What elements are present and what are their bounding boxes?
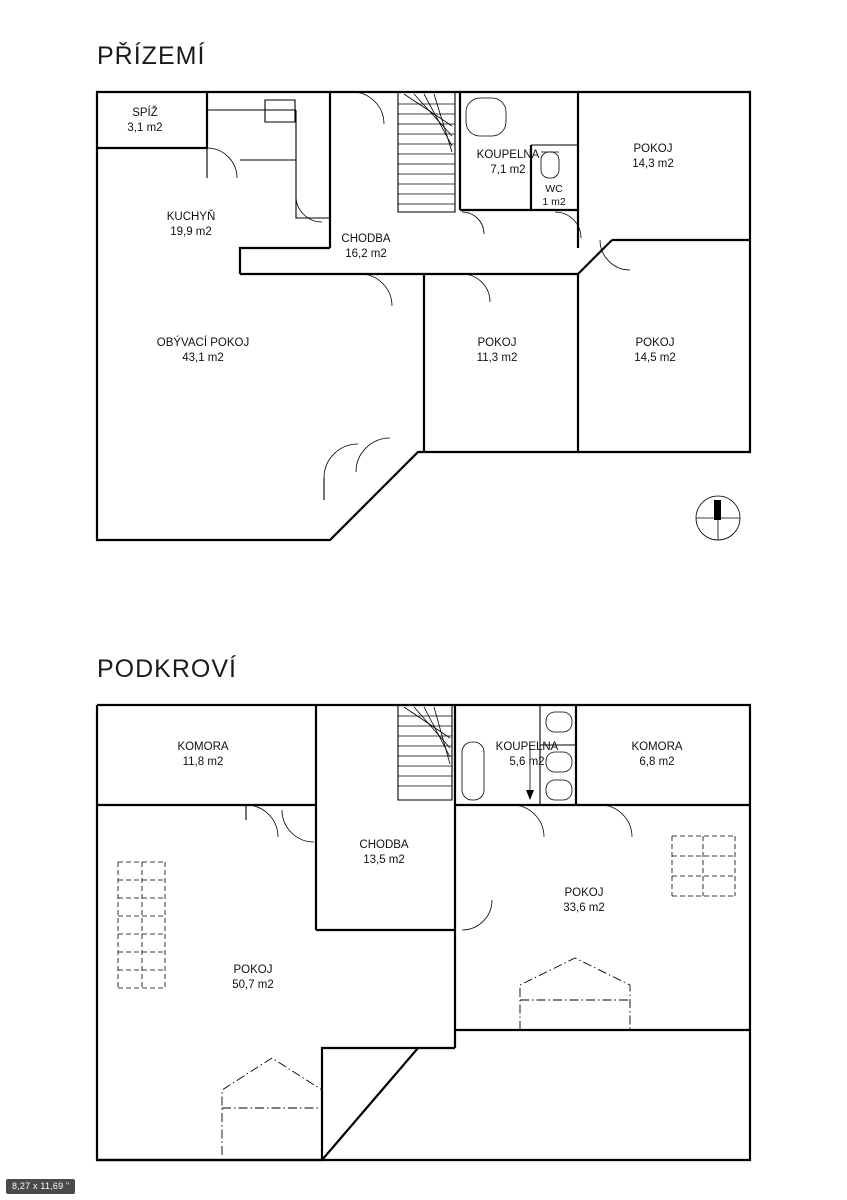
room-label-chodba-attic bbox=[359, 838, 408, 868]
room-area: 1 m2 bbox=[542, 196, 566, 208]
room-name: POKOJ bbox=[477, 337, 517, 349]
room-label-spiz bbox=[127, 106, 162, 136]
room-name: POKOJ bbox=[233, 964, 273, 976]
bathtub-symbol-ground bbox=[466, 98, 506, 136]
door-arcs-ground bbox=[207, 92, 630, 500]
room-name: KOMORA bbox=[177, 741, 229, 753]
north-compass-symbol bbox=[696, 496, 740, 540]
room-name: WC bbox=[545, 183, 563, 195]
room-label-wc bbox=[542, 183, 565, 209]
room-label-pokoj-113 bbox=[477, 336, 518, 366]
room-label-pokoj-145 bbox=[634, 336, 676, 366]
floor-title-attic: PODKROVÍ bbox=[97, 655, 237, 683]
room-area: 19,9 m2 bbox=[170, 226, 212, 238]
staircase-symbol-ground bbox=[398, 92, 455, 212]
room-label-kuchyn bbox=[167, 210, 216, 240]
room-label-chodba bbox=[341, 232, 390, 262]
room-label-obyvaci-pokoj bbox=[157, 336, 249, 366]
room-label-pokoj-336 bbox=[563, 886, 605, 916]
bathtub-symbol-attic bbox=[462, 742, 484, 800]
room-area: 3,1 m2 bbox=[127, 122, 163, 134]
room-name: SPÍŽ bbox=[132, 107, 158, 119]
room-area: 5,6 m2 bbox=[509, 756, 545, 768]
room-area: 50,7 m2 bbox=[232, 979, 274, 991]
toilet-symbol-ground bbox=[541, 152, 559, 178]
room-area: 14,3 m2 bbox=[632, 158, 674, 170]
room-label-komora-118 bbox=[177, 740, 228, 770]
room-label-pokoj-507 bbox=[232, 963, 274, 993]
room-name: KOUPELNA bbox=[495, 741, 559, 753]
room-label-pokoj-143 bbox=[632, 142, 674, 172]
room-name: POKOJ bbox=[633, 143, 673, 155]
room-label-koupelna bbox=[477, 148, 540, 178]
room-name: KOMORA bbox=[631, 741, 683, 753]
storage-hatch-right bbox=[672, 836, 735, 896]
room-name: CHODBA bbox=[359, 839, 409, 851]
attic-floor-plan bbox=[97, 705, 750, 1160]
room-area: 33,6 m2 bbox=[563, 902, 605, 914]
room-name: POKOJ bbox=[635, 337, 675, 349]
room-area: 11,8 m2 bbox=[182, 756, 224, 768]
room-area: 7,1 m2 bbox=[490, 164, 526, 176]
room-name: OBÝVACÍ POKOJ bbox=[156, 337, 250, 349]
room-area: 13,5 m2 bbox=[363, 854, 405, 866]
room-label-koupelna-attic bbox=[496, 740, 559, 770]
room-name: KOUPELNA bbox=[476, 149, 540, 161]
page-size-badge: 8,27 x 11,69 " bbox=[6, 1179, 75, 1194]
room-label-komora-68 bbox=[631, 740, 682, 770]
staircase-symbol-attic bbox=[398, 705, 452, 800]
room-area: 14,5 m2 bbox=[634, 352, 676, 364]
storage-hatch-left bbox=[118, 862, 165, 988]
room-name: POKOJ bbox=[564, 887, 604, 899]
room-name: CHODBA bbox=[341, 233, 391, 245]
roof-slope-symbol bbox=[222, 958, 630, 1155]
room-name: KUCHYŇ bbox=[166, 211, 216, 223]
room-area: 6,8 m2 bbox=[639, 756, 675, 768]
room-area: 16,2 m2 bbox=[345, 248, 387, 260]
room-area: 11,3 m2 bbox=[476, 352, 518, 364]
room-area: 43,1 m2 bbox=[182, 352, 224, 364]
floor-title-ground: PŘÍZEMÍ bbox=[97, 42, 206, 70]
